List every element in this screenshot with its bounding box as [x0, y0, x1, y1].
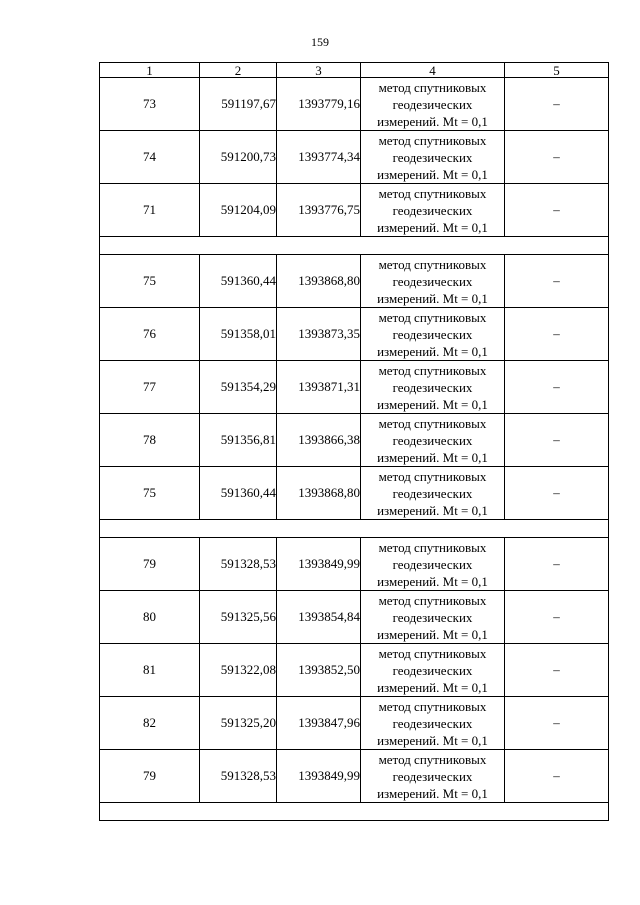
point-number-cell: 73	[100, 78, 200, 131]
method-text-line: измерений. Mt = 0,1	[377, 166, 488, 182]
table-row	[100, 361, 609, 414]
y-coordinate-cell: 1393854,84	[277, 591, 361, 644]
y-coordinate-cell: 1393849,99	[277, 538, 361, 591]
point-number-cell: 78	[100, 414, 200, 467]
method-text-line: геодезических	[392, 326, 473, 342]
table-row	[100, 644, 609, 697]
method-text-line: измерений. Mt = 0,1	[377, 113, 488, 129]
method-text-line: метод спутниковых	[378, 185, 487, 201]
point-number-cell: 75	[100, 467, 200, 520]
table-row	[100, 131, 609, 184]
separator-cell	[100, 803, 609, 821]
method-cell	[361, 591, 505, 644]
x-coordinate-cell: 591200,73	[200, 131, 277, 184]
method-text-line: измерений. Mt = 0,1	[377, 219, 488, 235]
method-text-line: метод спутниковых	[378, 256, 487, 272]
method-text-line: измерений. Mt = 0,1	[377, 679, 488, 695]
note-cell: –	[505, 414, 609, 467]
y-coordinate-cell: 1393852,50	[277, 644, 361, 697]
x-coordinate-cell: 591322,08	[200, 644, 277, 697]
method-text-line: геодезических	[392, 609, 473, 625]
x-coordinate-cell: 591197,67	[200, 78, 277, 131]
note-cell: –	[505, 361, 609, 414]
method-text-line: метод спутниковых	[378, 468, 487, 484]
method-cell	[361, 361, 505, 414]
header-row	[100, 63, 609, 78]
method-text-line: измерений. Mt = 0,1	[377, 626, 488, 642]
method-cell	[361, 697, 505, 750]
note-cell: –	[505, 255, 609, 308]
page-number: 159	[311, 35, 329, 49]
method-cell	[361, 255, 505, 308]
table-row	[100, 591, 609, 644]
table-row	[100, 78, 609, 131]
point-number-cell: 74	[100, 131, 200, 184]
x-coordinate-cell: 591325,20	[200, 697, 277, 750]
method-text-line: геодезических	[392, 485, 473, 501]
column-header-3: 3	[277, 63, 361, 78]
x-coordinate-cell: 591360,44	[200, 467, 277, 520]
method-text-line: измерений. Mt = 0,1	[377, 343, 488, 359]
method-text-line: метод спутниковых	[378, 362, 487, 378]
method-text-line: измерений. Mt = 0,1	[377, 785, 488, 801]
separator-cell	[100, 520, 609, 538]
separator-row	[100, 520, 609, 538]
y-coordinate-cell: 1393776,75	[277, 184, 361, 237]
method-cell	[361, 644, 505, 697]
y-coordinate-cell: 1393871,31	[277, 361, 361, 414]
point-number-cell: 77	[100, 361, 200, 414]
note-cell: –	[505, 538, 609, 591]
method-text-line: метод спутниковых	[378, 132, 487, 148]
point-number-cell: 80	[100, 591, 200, 644]
method-text-line: метод спутниковых	[378, 698, 487, 714]
x-coordinate-cell: 591204,09	[200, 184, 277, 237]
method-cell	[361, 538, 505, 591]
method-text-line: геодезических	[392, 768, 473, 784]
method-cell	[361, 467, 505, 520]
method-text-line: геодезических	[392, 379, 473, 395]
note-cell: –	[505, 131, 609, 184]
note-cell: –	[505, 644, 609, 697]
coordinates-table	[99, 62, 609, 821]
y-coordinate-cell: 1393847,96	[277, 697, 361, 750]
note-cell: –	[505, 308, 609, 361]
separator-row	[100, 803, 609, 821]
y-coordinate-cell: 1393866,38	[277, 414, 361, 467]
table-row	[100, 750, 609, 803]
method-text-line: геодезических	[392, 715, 473, 731]
method-cell	[361, 184, 505, 237]
x-coordinate-cell: 591354,29	[200, 361, 277, 414]
table-body	[100, 78, 609, 821]
table-row	[100, 414, 609, 467]
y-coordinate-cell: 1393849,99	[277, 750, 361, 803]
method-text-line: геодезических	[392, 202, 473, 218]
column-header-1: 1	[100, 63, 200, 78]
note-cell: –	[505, 78, 609, 131]
method-text-line: геодезических	[392, 432, 473, 448]
x-coordinate-cell: 591360,44	[200, 255, 277, 308]
method-text-line: измерений. Mt = 0,1	[377, 732, 488, 748]
x-coordinate-cell: 591325,56	[200, 591, 277, 644]
x-coordinate-cell: 591328,53	[200, 750, 277, 803]
table-row	[100, 184, 609, 237]
x-coordinate-cell: 591328,53	[200, 538, 277, 591]
y-coordinate-cell: 1393774,34	[277, 131, 361, 184]
method-text-line: геодезических	[392, 662, 473, 678]
note-cell: –	[505, 467, 609, 520]
y-coordinate-cell: 1393873,35	[277, 308, 361, 361]
note-cell: –	[505, 697, 609, 750]
method-text-line: геодезических	[392, 149, 473, 165]
y-coordinate-cell: 1393868,80	[277, 467, 361, 520]
method-cell	[361, 414, 505, 467]
column-header-2: 2	[200, 63, 277, 78]
table-row	[100, 255, 609, 308]
method-text-line: метод спутниковых	[378, 751, 487, 767]
column-header-4: 4	[361, 63, 505, 78]
point-number-cell: 79	[100, 538, 200, 591]
method-text-line: измерений. Mt = 0,1	[377, 449, 488, 465]
y-coordinate-cell: 1393779,16	[277, 78, 361, 131]
method-cell	[361, 131, 505, 184]
point-number-cell: 76	[100, 308, 200, 361]
column-header-5: 5	[505, 63, 609, 78]
method-cell	[361, 308, 505, 361]
note-cell: –	[505, 591, 609, 644]
method-text-line: измерений. Mt = 0,1	[377, 396, 488, 412]
x-coordinate-cell: 591358,01	[200, 308, 277, 361]
table-row	[100, 308, 609, 361]
separator-row	[100, 237, 609, 255]
method-text-line: измерений. Mt = 0,1	[377, 290, 488, 306]
point-number-cell: 82	[100, 697, 200, 750]
method-text-line: метод спутниковых	[378, 539, 487, 555]
method-text-line: измерений. Mt = 0,1	[377, 502, 488, 518]
method-text-line: геодезических	[392, 273, 473, 289]
method-text-line: геодезических	[392, 96, 473, 112]
y-coordinate-cell: 1393868,80	[277, 255, 361, 308]
table-row	[100, 467, 609, 520]
method-text-line: измерений. Mt = 0,1	[377, 573, 488, 589]
method-text-line: метод спутниковых	[378, 592, 487, 608]
x-coordinate-cell: 591356,81	[200, 414, 277, 467]
method-text-line: метод спутниковых	[378, 415, 487, 431]
method-text-line: метод спутниковых	[378, 79, 487, 95]
method-cell	[361, 750, 505, 803]
method-text-line: метод спутниковых	[378, 309, 487, 325]
point-number-cell: 79	[100, 750, 200, 803]
method-text-line: геодезических	[392, 556, 473, 572]
table-row	[100, 697, 609, 750]
note-cell: –	[505, 184, 609, 237]
note-cell: –	[505, 750, 609, 803]
table-row	[100, 538, 609, 591]
separator-cell	[100, 237, 609, 255]
method-cell	[361, 78, 505, 131]
method-text-line: метод спутниковых	[378, 645, 487, 661]
point-number-cell: 81	[100, 644, 200, 697]
point-number-cell: 71	[100, 184, 200, 237]
point-number-cell: 75	[100, 255, 200, 308]
